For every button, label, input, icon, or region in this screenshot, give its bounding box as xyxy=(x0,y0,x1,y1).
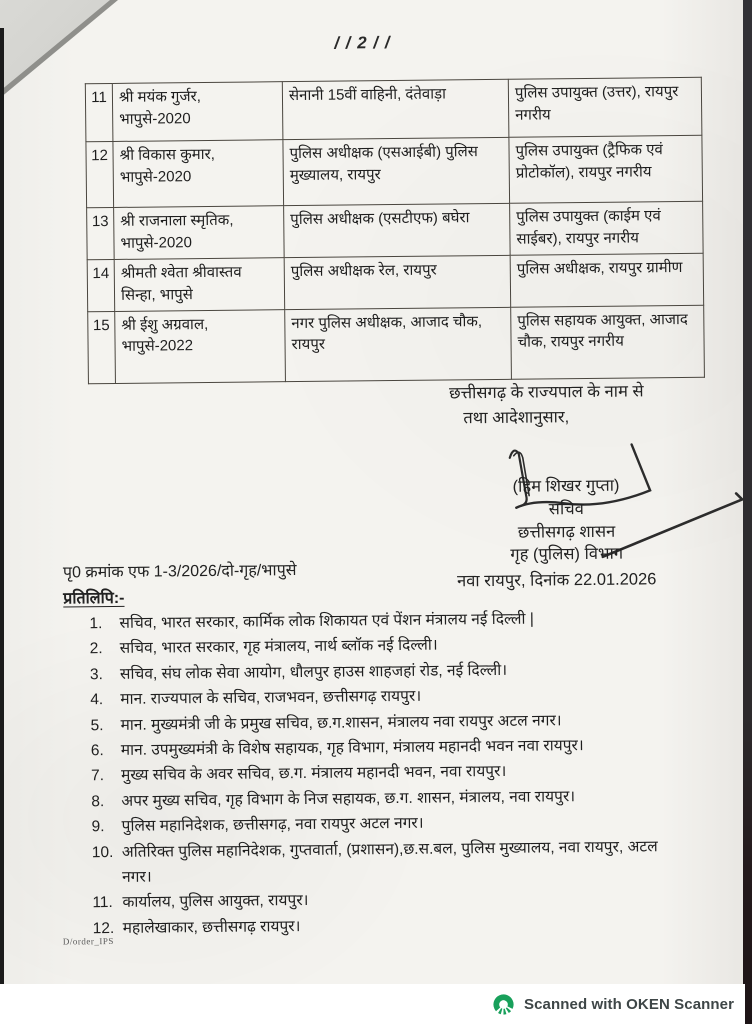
list-item-text: मान. उपमुख्यमंत्री के विशेष सहायक, गृह विभाग, मंत्रालय महानदी भवन नवा रायपुर। xyxy=(120,737,584,759)
copy-distribution-list xyxy=(89,605,688,942)
cell-current-posting: पुलिस अधीक्षक (एसआईबी) पुलिस मुख्यालय, रायपुर xyxy=(283,137,510,205)
cell-new-posting: पुलिस सहायक आयुक्त, आजाद चौक, रायपुर नगरीय xyxy=(511,305,705,379)
cell-officer-name: श्री विकास कुमार, भापुसे-2020 xyxy=(113,140,284,208)
table-row xyxy=(87,253,704,311)
authority-line-2: तथा आदेशानुसार, xyxy=(463,407,570,428)
cell-sno: 11 xyxy=(85,83,113,141)
list-item-number: 2. xyxy=(89,640,103,658)
list-item-number: 8. xyxy=(91,792,105,811)
table-row xyxy=(88,305,705,383)
cell-officer-name: श्री ईशु अग्रवाल, भापुसे-2022 xyxy=(115,309,286,383)
cell-current-posting: नगर पुलिस अधीक्षक, आजाद चौक, रायपुर xyxy=(285,307,512,381)
cell-current-posting: पुलिस अधीक्षक रेल, रायपुर xyxy=(284,255,511,309)
scanner-footer-text: Scanned with OKEN Scanner xyxy=(524,996,735,1013)
cell-current-posting: पुलिस अधीक्षक (एसटीएफ) बघेरा xyxy=(284,203,511,257)
list-item xyxy=(92,834,688,891)
list-item-text: मुख्य सचिव के अवर सचिव, छ.ग. मंत्रालय महानदी भवन, नवा रायपुर। xyxy=(120,763,507,785)
list-item-number: 12. xyxy=(92,919,115,938)
list-item-number: 5. xyxy=(90,716,104,734)
cell-sno: 13 xyxy=(87,207,115,259)
list-item-text: सचिव, संघ लोक सेवा आयोग, धौलपुर हाउस शाहजहां रोड, नई दिल्ली। xyxy=(119,661,508,683)
cell-sno: 15 xyxy=(88,311,116,383)
list-item-text: अतिरिक्त पुलिस महानिदेशक, गुप्तवार्ता, (प्रशासन),छ.स.बल, पुलिस मुख्यालय, नवा रायपुर, अटल नगर। xyxy=(121,837,658,886)
authority-line-1: छत्तीसगढ़ के राज्यपाल के नाम से xyxy=(448,382,644,403)
cell-sno: 14 xyxy=(87,259,115,311)
scanner-badge xyxy=(492,993,734,1016)
list-item-text: महालेखाकार, छत्तीसगढ़ रायपुर। xyxy=(122,917,301,937)
cell-officer-name: श्रीमती श्वेता श्रीवास्तव सिन्हा, भापुसे xyxy=(114,258,285,311)
signatory-dept: गृह (पुलिस) विभाग xyxy=(510,544,624,565)
list-item-text: सचिव, भारत सरकार, गृह मंत्रालय, नार्थ ब्लॉक नई दिल्ली। xyxy=(119,636,438,658)
cell-new-posting: पुलिस उपायुक्त (उत्तर), रायपुर नगरीय xyxy=(508,77,702,137)
list-item-text: सचिव, भारत सरकार, कार्मिक लोक शिकायत एवं पेंशन मंत्रालय नई दिल्ली | xyxy=(119,610,534,632)
list-item-number: 1. xyxy=(89,615,103,633)
endorsement-ref: पृ0 क्रमांक एफ 1-3/2026/दो-गृह/भापुसे xyxy=(62,562,297,582)
list-item-text: पुलिस महानिदेशक, छत्तीसगढ़, नवा रायपुर अटल नगर। xyxy=(121,814,424,836)
transfer-table xyxy=(85,77,705,384)
cell-sno: 12 xyxy=(86,141,114,207)
list-item-number: 3. xyxy=(89,665,104,684)
list-item-text: मान. मुख्यमंत्री जी के प्रमुख सचिव, छ.ग.शासन, मंत्रालय नवा रायपुर अटल नगर। xyxy=(120,711,562,734)
copy-to-heading: प्रतिलिपि:- xyxy=(63,589,125,608)
file-reference-note: D/order_IPS xyxy=(62,935,114,947)
list-item-number: 6. xyxy=(90,742,104,760)
list-item-text: कार्यालय, पुलिस आयुक्त, रायपुर। xyxy=(122,892,309,912)
oken-scanner-icon xyxy=(492,993,515,1016)
cell-new-posting: पुलिस अधीक्षक, रायपुर ग्रामीण xyxy=(510,253,704,307)
list-item-number: 11. xyxy=(92,894,113,912)
list-item-number: 7. xyxy=(90,767,105,785)
table-row xyxy=(87,201,704,259)
signatory-title: सचिव xyxy=(548,499,584,519)
cell-current-posting: सेनानी 15वीं वाहिनी, दंतेवाड़ा xyxy=(282,79,509,139)
cell-new-posting: पुलिस उपायुक्त (ट्रैफिक एवं प्रोटोकॉल), रायपुर नगरीय xyxy=(509,135,703,203)
signature-block xyxy=(452,474,681,567)
list-item-text: मान. राज्यपाल के सचिव, राजभवन, छत्तीसगढ़ रायपुर। xyxy=(120,687,422,709)
table-row xyxy=(85,77,702,141)
table-row xyxy=(86,135,703,207)
signatory-org: छत्तीसगढ़ शासन xyxy=(517,522,616,542)
list-item-number: 4. xyxy=(90,691,104,709)
cell-officer-name: श्री मयंक गुर्जर, भापुसे-2020 xyxy=(112,82,283,142)
list-item xyxy=(93,910,689,942)
list-item-number: 9. xyxy=(91,818,105,836)
signatory-name: (हिम शिखर गुप्ता) xyxy=(512,476,620,496)
page-number: / / 2 / / xyxy=(334,33,391,53)
list-item-number: 10. xyxy=(91,843,114,861)
list-item-text: अपर मुख्य सचिव, गृह विभाग के निज सहायक, छ.ग. शासन, मंत्रालय, नवा रायपुर। xyxy=(121,788,576,810)
cell-officer-name: श्री राजनाला स्मृतिक, भापुसे-2020 xyxy=(114,206,285,260)
authority-statement xyxy=(449,379,702,431)
place-and-date: नवा रायपुर, दिनांक 22.01.2026 xyxy=(456,570,657,591)
cell-new-posting: पुलिस उपायुक्त (काईम एवं साईबर), रायपुर नगरीय xyxy=(510,201,704,255)
